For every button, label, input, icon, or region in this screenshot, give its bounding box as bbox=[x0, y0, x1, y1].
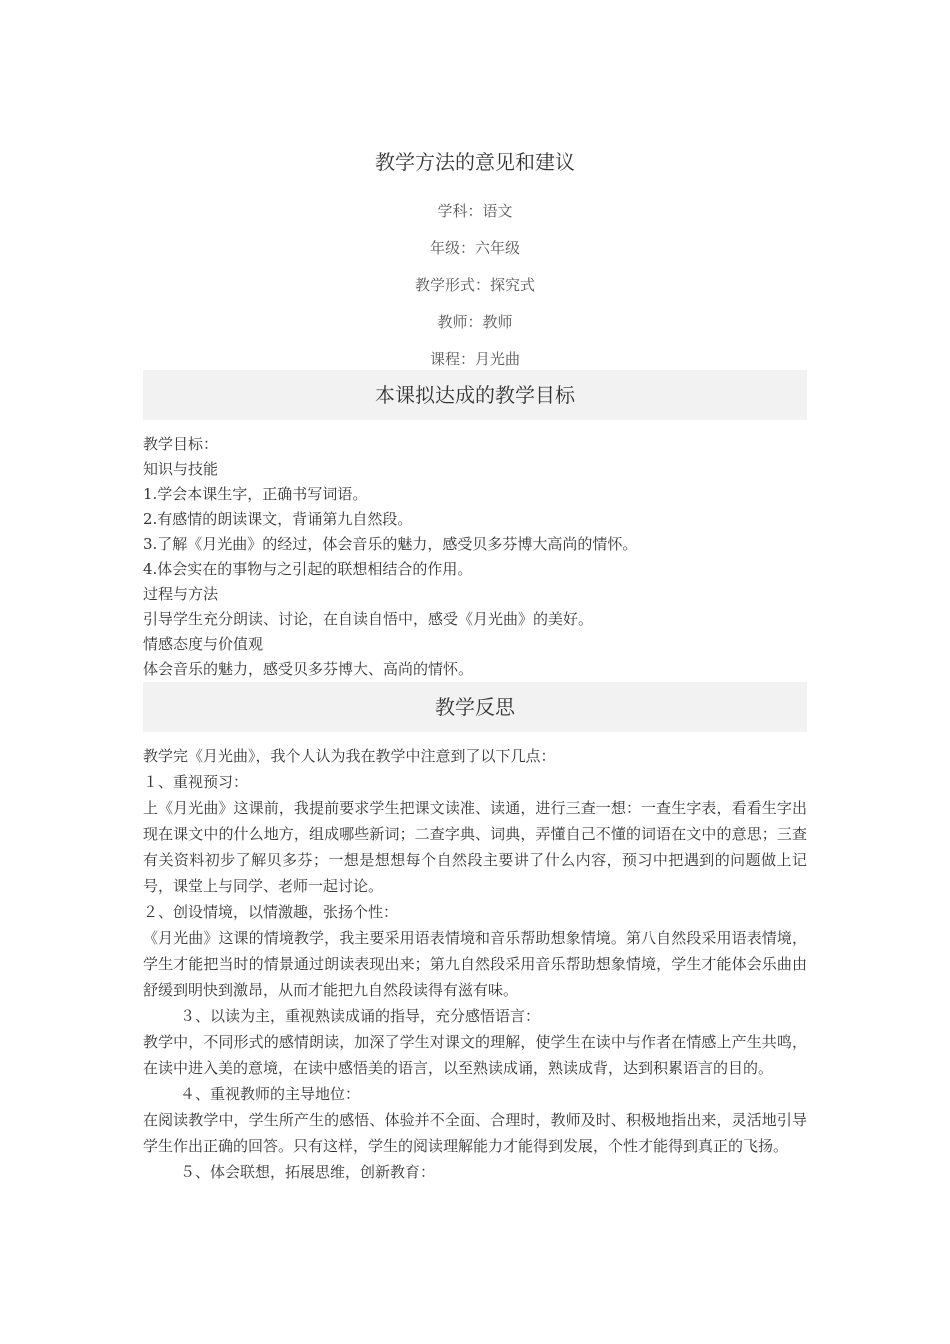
meta-subject: 学科：语文 bbox=[437, 202, 513, 220]
meta-course: 课程：月光曲 bbox=[429, 350, 520, 368]
reflection-content bbox=[143, 743, 807, 1185]
reflection-point-2-text: 《月光曲》这课的情境教学，我主要采用语表情境和音乐帮助想象情境。第八自然段采用语表情境，学生才能把当时的情景通过朗读表现出来；第九自然段采用音乐帮助想象情境，学生才能体会乐曲由舒缓到明快到激昂，从而才能把九自然段读得有滋有味。 bbox=[143, 929, 807, 999]
section-heading-reflection: 教学反思 bbox=[143, 682, 807, 732]
reflection-point-1-heading: １、重视预习： bbox=[143, 773, 249, 791]
goal-item-1: 1.学会本课生字，正确书写词语。 bbox=[143, 485, 368, 503]
section-heading-goals: 本课拟达成的教学目标 bbox=[143, 370, 807, 420]
meta-teacher: 教师：教师 bbox=[437, 313, 513, 331]
goals-content bbox=[143, 432, 807, 682]
goal-item-2: 2.有感情的朗读课文，背诵第九自然段。 bbox=[143, 510, 413, 528]
reflection-point-1-text: 上《月光曲》这课前，我提前要求学生把课文读准、读通，进行三查一想：一查生字表，看看生字出现在课文中的什么地方，组成哪些新词；二查字典、词典，弄懂自己不懂的词语在文中的意思；三查有关资料初步了解贝多芬；一想是想想每个自然段主要讲了什么内容，预习中把遇到的问题做上记号，课堂上与同学、老师一起讨论。 bbox=[143, 799, 807, 895]
reflection-point-3-heading: ３、以读为主，重视熟读成诵的指导，充分感悟语言： bbox=[180, 1007, 541, 1025]
reflection-intro: 教学完《月光曲》，我个人认为我在教学中注意到了以下几点： bbox=[143, 747, 556, 765]
reflection-point-3-text: 教学中，不同形式的感情朗读，加深了学生对课文的理解，使学生在读中与作者在情感上产生共鸣，在读中进入美的意境，在读中感悟美的语言，以至熟读成诵，熟读成背，达到积累语言的目的。 bbox=[143, 1033, 807, 1077]
goal-process-text: 引导学生充分朗读、讨论，在自读自悟中，感受《月光曲》的美好。 bbox=[143, 610, 594, 628]
goals-subheading-process: 过程与方法 bbox=[143, 585, 219, 603]
document-meta bbox=[143, 198, 807, 383]
goals-label: 教学目标： bbox=[143, 435, 219, 453]
goal-item-3: 3.了解《月光曲》的经过，体会音乐的魅力，感受贝多芬博大高尚的情怀。 bbox=[143, 535, 638, 553]
meta-grade: 年级：六年级 bbox=[429, 239, 520, 257]
meta-teaching-form: 教学形式：探究式 bbox=[414, 276, 535, 294]
goals-subheading-emotion: 情感态度与价值观 bbox=[143, 635, 264, 653]
goals-subheading-knowledge: 知识与技能 bbox=[143, 460, 219, 478]
goal-emotion-text: 体会音乐的魅力，感受贝多芬博大、高尚的情怀。 bbox=[143, 660, 474, 678]
document-title: 教学方法的意见和建议 bbox=[375, 150, 575, 174]
reflection-point-2-heading: ２、创设情境，以情激趣，张扬个性： bbox=[143, 903, 399, 921]
goal-item-4: 4.体会实在的事物与之引起的联想相结合的作用。 bbox=[143, 560, 473, 578]
reflection-point-5-heading: ５、体会联想，拓展思维，创新教育： bbox=[180, 1163, 436, 1181]
reflection-point-4-text: 在阅读教学中，学生所产生的感悟、体验并不全面、合理时，教师及时、积极地指出来，灵活地引导学生作出正确的回答。只有这样，学生的阅读理解能力才能得到发展，个性才能得到真正的飞扬。 bbox=[143, 1111, 807, 1155]
reflection-point-4-heading: ４、重视教师的主导地位： bbox=[180, 1085, 361, 1103]
